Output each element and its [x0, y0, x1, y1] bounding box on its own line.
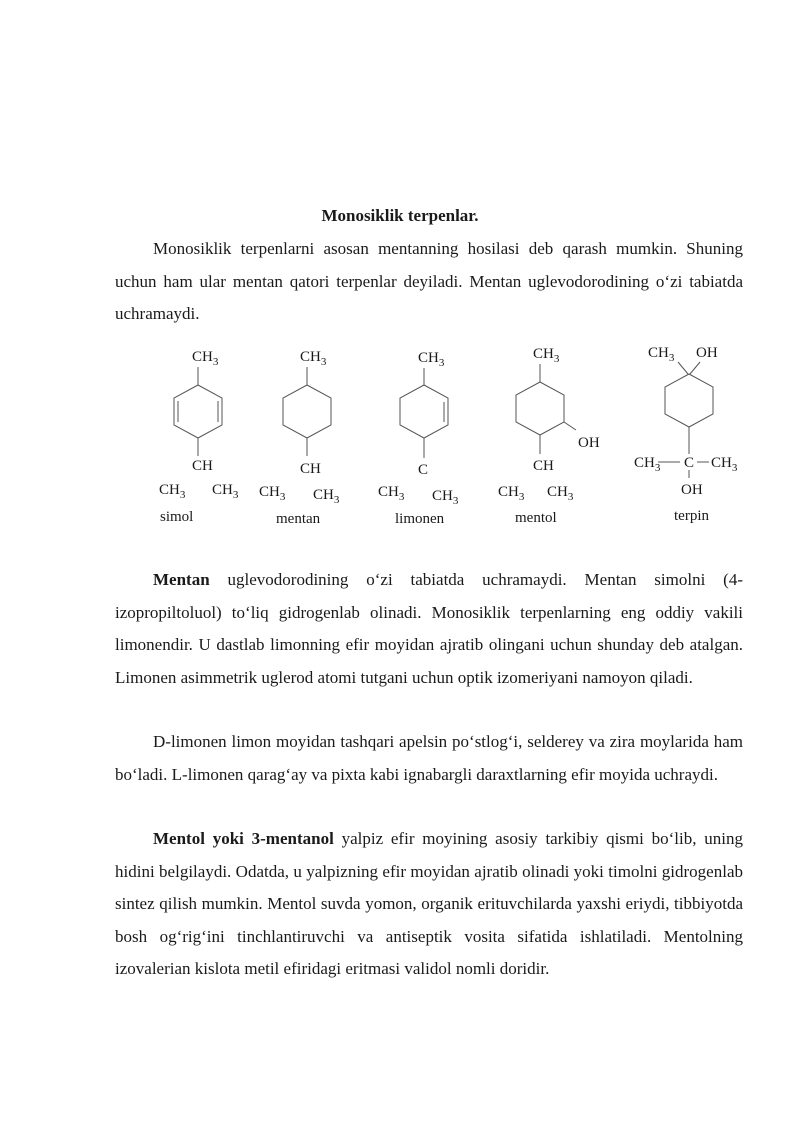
mentan-name: mentan — [276, 511, 321, 527]
structure-mentan — [259, 349, 340, 527]
simol-left-label: $CH_3$ — [159, 482, 186, 501]
limonen-paragraph: D-limonen limon moyidan tashqari apelsin poʻstlogʻi, selderey va zira moylarida ham boʻladi. L-limonen qaragʻay va pixta kabi ignabargli daraxtlarning efir moyida uchraydi. — [115, 732, 743, 784]
terpin-mid-label: C — [684, 455, 695, 471]
mentol-text: yalpiz efir moyining asosiy tarkibiy qismi boʻlib, uning hidini belgilaydi. Odatda, u yalpizning efir moyidan ajratib olinadi yoki timolni gidrogenlab sintez qilish mumkin. Mentol suvda yomon, organik erituvchilarda yaxshi eriydi, tibbiyotda bosh ogʻrigʻini tinchlantiruvchi va antiseptik vosita sifatida ishlatiladi. Mentolning izovalerian kislota metil efiridagi eritmasi validol nomli doridir. — [115, 829, 743, 978]
terpin-bottom-oh-label: OH — [681, 482, 703, 498]
terpin-right-label: $CH_3$ — [711, 455, 738, 474]
limonen-left-label: $CH_3$ — [378, 484, 405, 503]
terpin-top-label: $CH_3$ — [648, 345, 675, 364]
mentol-paragraph — [115, 823, 743, 986]
structure-terpin — [634, 345, 738, 524]
mentol-left-label: $CH_3$ — [498, 484, 525, 503]
simol-name: simol — [160, 509, 194, 525]
mentol-right-label: $CH_3$ — [547, 484, 574, 503]
mentol-top-label: $CH_3$ — [533, 346, 560, 365]
simol-right-label: $CH_3$ — [212, 482, 239, 501]
mentan-paragraph — [115, 564, 743, 694]
mentan-mid-label: CH — [300, 461, 321, 477]
structure-mentol — [498, 346, 600, 526]
intro-paragraph: Monosiklik terpenlarni asosan mentanning hosilasi deb qarash mumkin. Shuning uchun ham ular mentan qatori terpenlar deyiladi. Mentan uglevodorodining oʻzi tabiatda uchramaydi. — [115, 239, 743, 323]
terpin-name: terpin — [674, 508, 709, 524]
simol-top-label: $CH_3$ — [192, 349, 219, 368]
terpin-top-oh-label: OH — [696, 345, 718, 361]
limonen-name: limonen — [395, 511, 445, 527]
mentol-oh-label: OH — [578, 435, 600, 451]
mentol-lead: Mentol yoki 3-mentanol — [153, 829, 334, 848]
chemical-structures-figure — [0, 330, 800, 540]
mentan-right-label: $CH_3$ — [313, 487, 340, 506]
structure-simol — [159, 349, 239, 525]
limonen-right-label: $CH_3$ — [432, 488, 459, 507]
mentan-top-label: $CH_3$ — [300, 349, 327, 368]
limonen-top-label: $CH_3$ — [418, 350, 445, 369]
limonen-mid-label: C — [418, 462, 429, 478]
terpin-left-label: $CH_3$ — [634, 455, 661, 474]
section-title: Monosiklik terpenlar. — [321, 206, 479, 225]
mentol-mid-label: CH — [533, 458, 554, 474]
simol-mid-label: CH — [192, 458, 213, 474]
mentan-lead: Mentan — [153, 570, 210, 589]
mentan-text: uglevodorodining oʻzi tabiatda uchramaydi. Mentan simolni (4-izopropiltoluol) toʻliq gidrogenlab olinadi. Monosiklik terpenlarning eng oddiy vakili limonendir. U dastlab limonning efir moyidan ajratib olingani uchun shunday deb atalgan. Limonen asimmetrik uglerod atomi tutgani uchun optik izomeriyani namoyon qiladi. — [115, 570, 743, 687]
mentan-left-label: $CH_3$ — [259, 484, 286, 503]
structure-limonen — [378, 350, 459, 527]
mentol-name: mentol — [515, 510, 557, 526]
